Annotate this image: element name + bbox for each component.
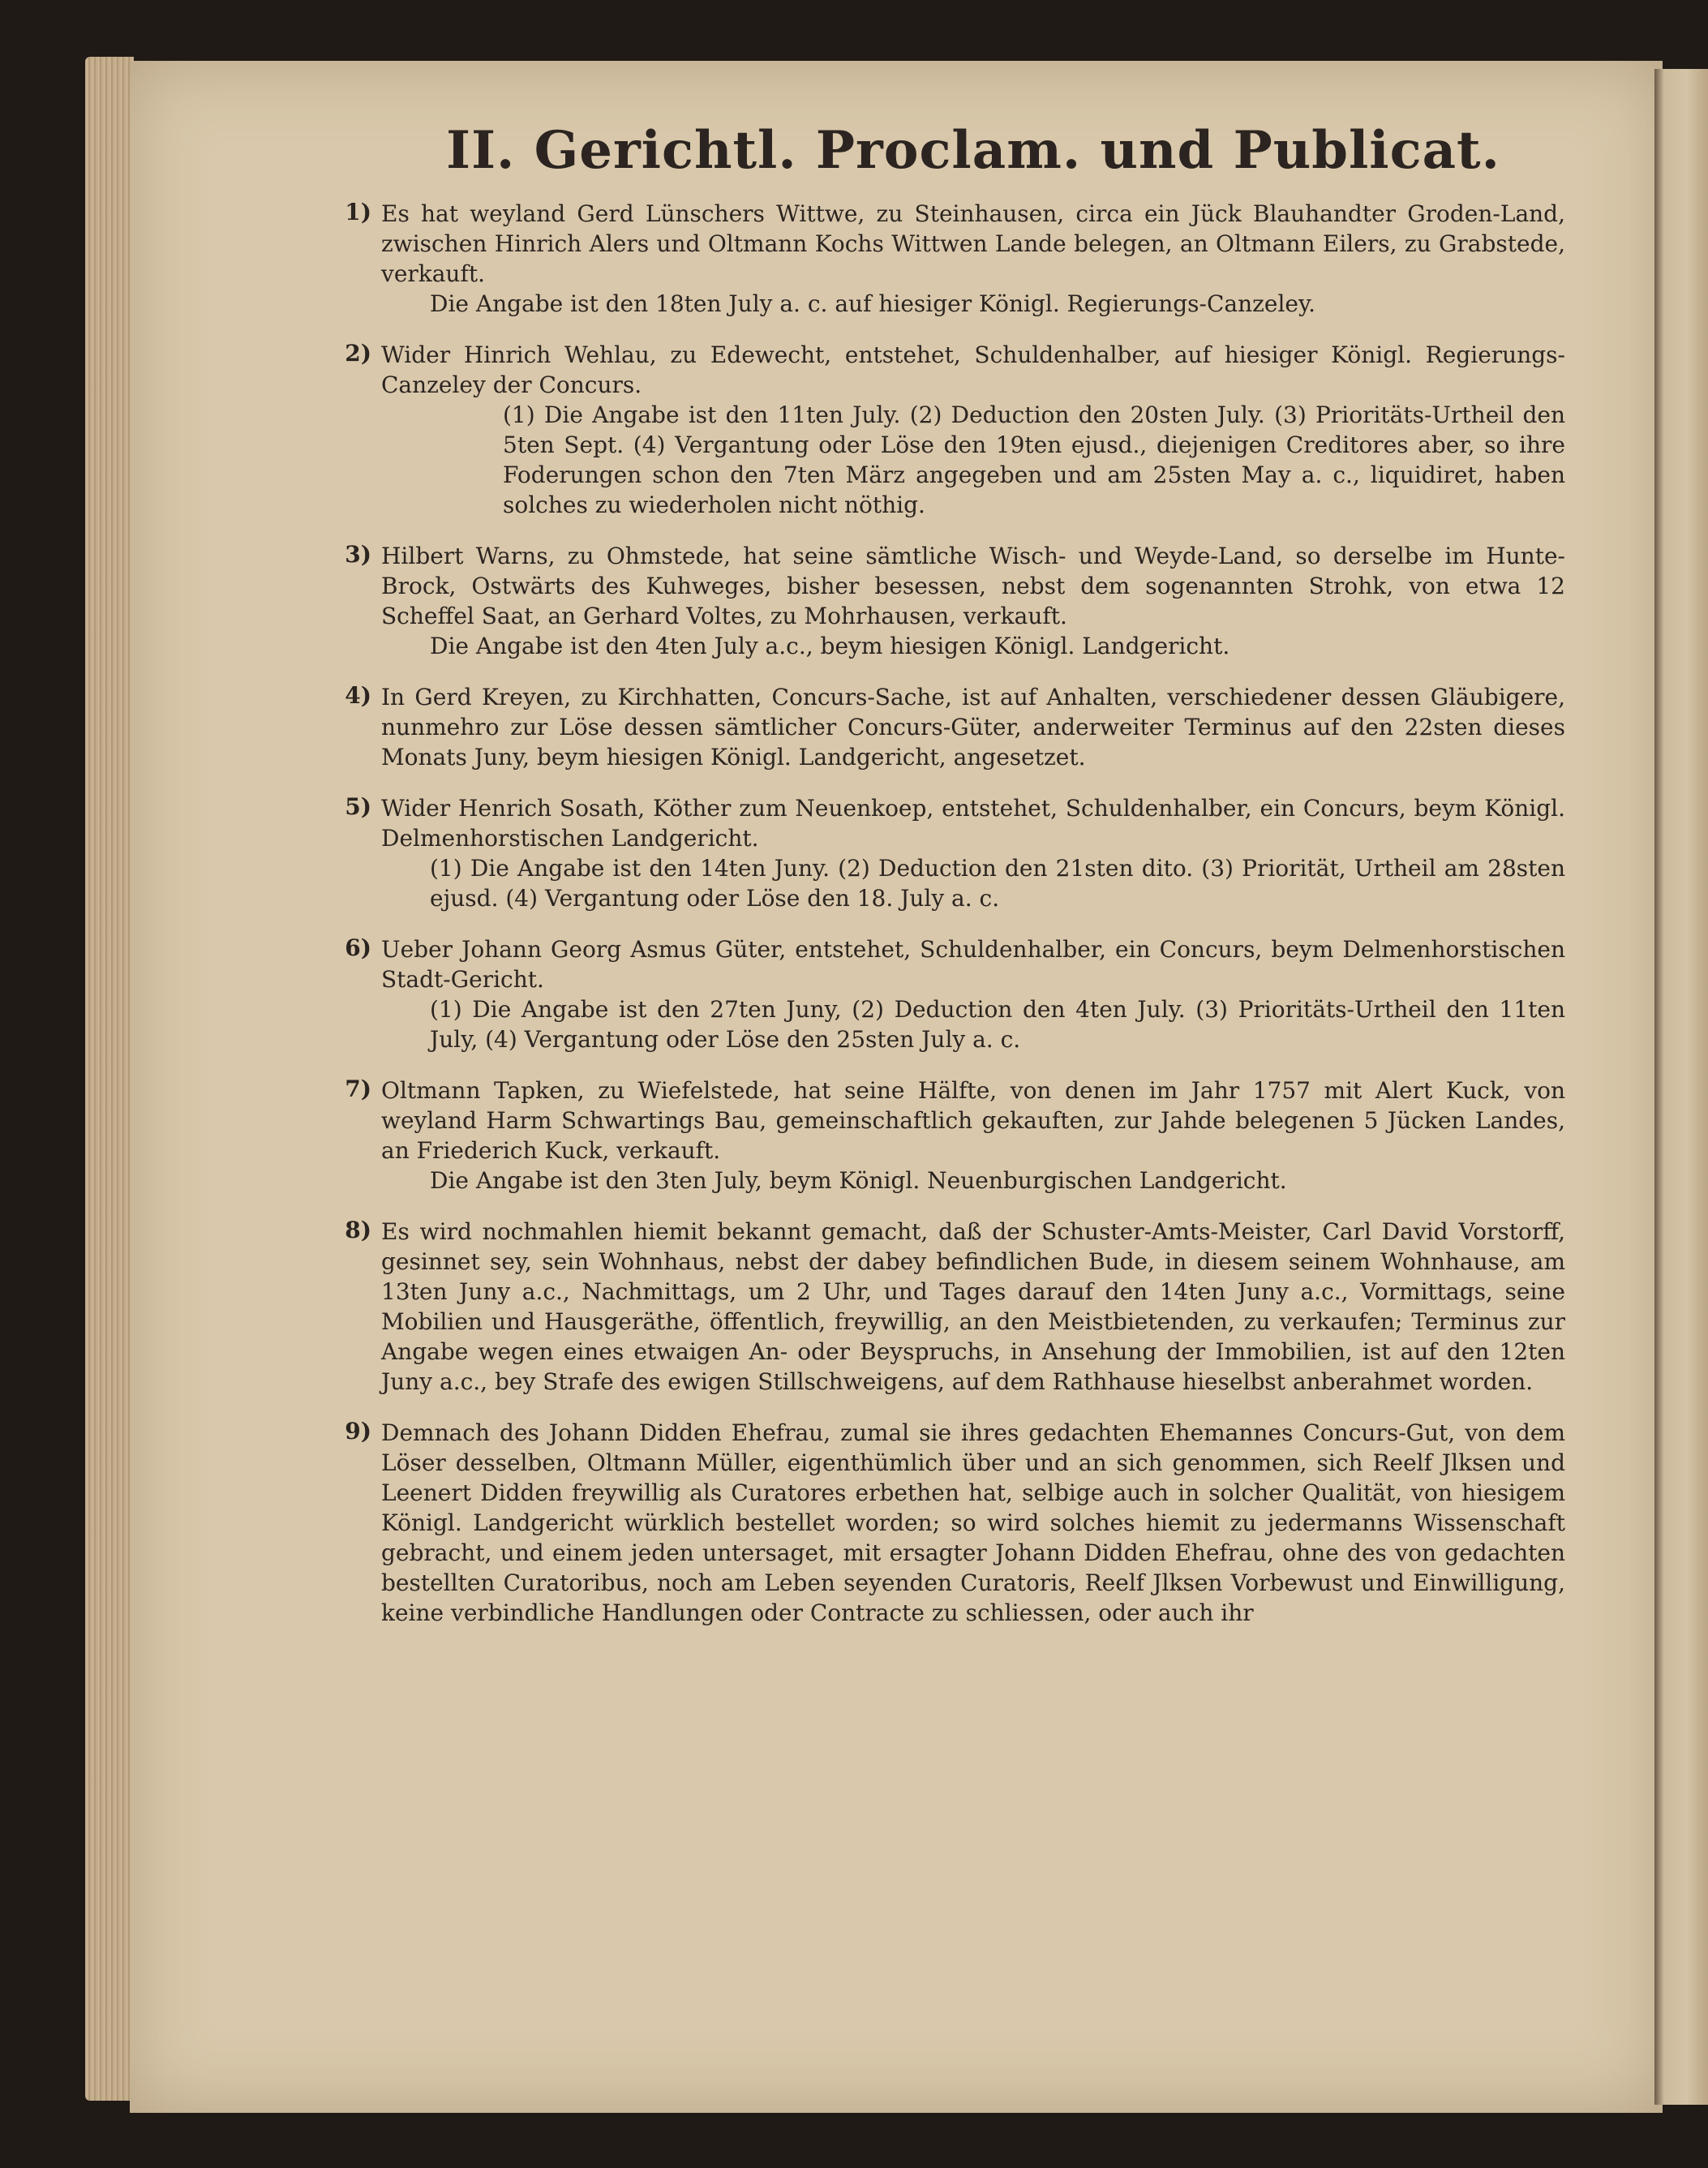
entry-number: 3) [345, 541, 371, 568]
entry-note: Die Angabe ist den 3ten July, beym Königl. Neuenburgischen Landgericht. [430, 1167, 1287, 1194]
entry-text: Hilbert Warns, zu Ohmstede, hat seine sämtliche Wisch- und Weyde-Land, so derselbe im Hunte-Brock, Ostwärts des Kuhweges, bisher besessen, nebst dem sogenannten Strohk, von etwa 12 Scheffel Saat, an Gerhard Voltes, zu Mohrhausen, verkauft. [381, 543, 1565, 629]
entry-text: Demnach des Johann Didden Ehefrau, zumal sie ihres gedachten Ehemannes Concurs-Gut, von dem Löser desselben, Oltmann Müller, eigenthümlich über und an sich genommen, sich Reelf Jlksen und Leenert Didden freywillig als Curatores erbethen hat, selbige auch in solcher Qualität, von hiesigem Königl. Landgericht würklich bestellet worden; so wird solches hiemit zu jedermanns Wissenschaft gebracht, und einem jeden untersaget, mit ersagter Johann Didden Ehefrau, ohne des von gedachten bestellten Curatoribus, noch am Leben seyenden Curatoris, Reelf Jlksen Vorbewust und Einwilligung, keine verbindliche Handlungen oder Contracte zu schliessen, oder auch ihr [381, 1419, 1565, 1626]
entry [345, 682, 1565, 772]
entry-text: Es hat weyland Gerd Lünschers Wittwe, zu Steinhausen, circa ein Jück Blauhandter Groden-Land, zwischen Hinrich Alers und Oltmann Kochs Wittwen Lande belegen, an Oltmann Eilers, zu Grabstede, verkauft. [381, 200, 1565, 287]
entry-note: (1) Die Angabe ist den 27ten Juny, (2) Deduction den 4ten July. (3) Prioritäts-Urtheil den 11ten July, (4) Vergantung oder Löse den 25sten July a. c. [430, 996, 1565, 1053]
entry-number: 5) [345, 793, 371, 820]
entry-text: Oltmann Tapken, zu Wiefelstede, hat seine Hälfte, von denen im Jahr 1757 mit Alert Kuck, von weyland Harm Schwartings Bau, gemeinschaftlich gekauften, zur Jahde belegenen 5 Jücken Landes, an Friederich Kuck, verkauft. [381, 1077, 1565, 1164]
entry-number: 2) [345, 340, 371, 367]
entry-note: (1) Die Angabe ist den 14ten Juny. (2) Deduction den 21sten dito. (3) Priorität, Urtheil am 28sten ejusd. (4) Vergantung oder Löse den 18. July a. c. [430, 855, 1565, 912]
page-text [345, 120, 1565, 1649]
entry [345, 199, 1565, 319]
entry-number: 8) [345, 1217, 371, 1243]
entry-text: Wider Hinrich Wehlau, zu Edewecht, entstehet, Schuldenhalber, auf hiesiger Königl. Regierungs-Canzeley der Concurs. [381, 341, 1565, 398]
entry [345, 1075, 1565, 1196]
entry [345, 340, 1565, 520]
facing-page-edge [1654, 69, 1708, 2105]
entry [345, 1418, 1565, 1628]
entry [345, 934, 1565, 1054]
book-fore-edge [85, 57, 134, 2101]
entry-text: Es wird nochmahlen hiemit bekannt gemacht, daß der Schuster-Amts-Meister, Carl David Vorstorff, gesinnet sey, sein Wohnhaus, nebst der dabey befindlichen Bude, in diesem seinem Wohnhause, am 13ten Juny a.c., Nachmittags, um 2 Uhr, und Tages darauf den 14ten Juny a.c., Vormittags, seine Mobilien und Hausgeräthe, öffentlich, freywillig, an den Meistbietenden, zu verkaufen; Terminus zur Angabe wegen eines etwaigen An- oder Beyspruchs, in Ansehung der Immobilien, ist auf den 12ten Juny a.c., bey Strafe des ewigen Stillschweigens, auf dem Rathhause hieselbst anberahmet worden. [381, 1218, 1565, 1395]
entry-number: 9) [345, 1418, 371, 1445]
entry [345, 793, 1565, 913]
entry-text: In Gerd Kreyen, zu Kirchhatten, Concurs-Sache, ist auf Anhalten, verschiedener dessen Gläubigere, nunmehro zur Löse dessen sämtlicher Concurs-Güter, anderweiter Terminus auf den 22sten dieses Monats Juny, beym hiesigen Königl. Landgericht, angesetzet. [381, 684, 1565, 771]
entry-text: Wider Henrich Sosath, Köther zum Neuenkoep, entstehet, Schuldenhalber, ein Concurs, beym Königl. Delmenhorstischen Landgericht. [381, 795, 1565, 852]
page-title: II. Gerichtl. Proclam. und Publicat. [446, 120, 1500, 181]
entry-text: Ueber Johann Georg Asmus Güter, entstehet, Schuldenhalber, ein Concurs, beym Delmenhorstischen Stadt-Gericht. [381, 936, 1565, 993]
entry-number: 7) [345, 1075, 371, 1102]
entry [345, 541, 1565, 661]
entry-note: (1) Die Angabe ist den 11ten July. (2) Deduction den 20sten July. (3) Prioritäts-Urtheil den 5ten Sept. (4) Vergantung oder Löse den 19ten ejusd., diejenigen Creditores aber, so ihre Foderungen schon den 7ten März angegeben und am 25sten May a. c., liquidiret, haben solches zu wiederholen nicht nöthig. [503, 401, 1565, 518]
entry-number: 4) [345, 682, 371, 709]
entry-number: 6) [345, 934, 371, 961]
entry-note: Die Angabe ist den 4ten July a.c., beym hiesigen Königl. Landgericht. [430, 633, 1230, 659]
entry [345, 1217, 1565, 1397]
entry-number: 1) [345, 199, 371, 225]
entry-note: Die Angabe ist den 18ten July a. c. auf hiesiger Königl. Regierungs-Canzeley. [430, 290, 1315, 317]
